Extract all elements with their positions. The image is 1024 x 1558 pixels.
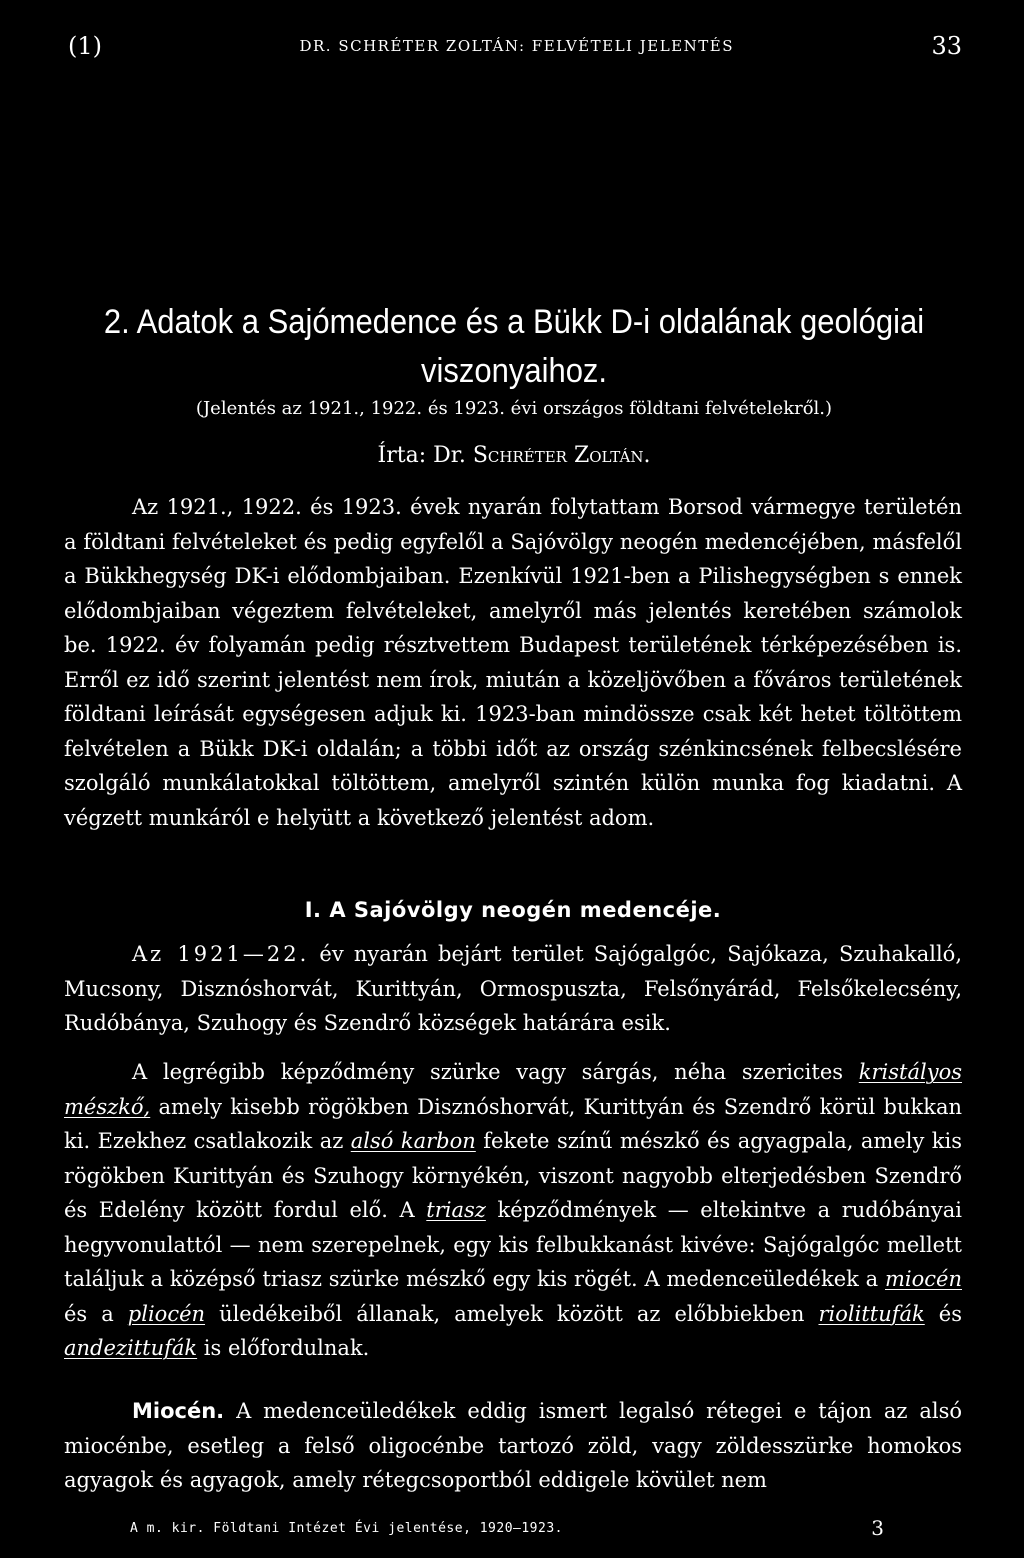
text-run: és a: [64, 1301, 128, 1326]
article-subtitle: (Jelentés az 1921., 1922. és 1923. évi országos földtani felvételekről.): [195, 398, 833, 419]
text-run: képződmények — eltekintve a rudóbányai hegyvonulattól — nem szerepelnek, egy kis felbukkanást kivéve: Sajógalgóc mellett találjuk a középső triasz szürke mészkő egy kis rögét. A medenceüledékek a: [64, 1198, 962, 1291]
body-paragraph: [64, 1394, 962, 1498]
report-number: (1): [68, 32, 102, 60]
text-run: üledékeiből állanak, amelyek között az előbbiekben: [205, 1301, 819, 1326]
author-prefix: Írta: Dr.: [377, 443, 466, 468]
emphasized-term: miocén: [885, 1267, 962, 1291]
emphasized-term: riolittufák: [818, 1301, 925, 1326]
paragraph-lead: Miocén.: [132, 1399, 225, 1423]
author-name: Schréter Zoltán.: [472, 443, 651, 468]
text-run: és: [924, 1301, 962, 1326]
text-run: A legrégibb képződmény szürke vagy sárgás, néha szericites: [132, 1060, 859, 1084]
paragraph-text: év nyarán bejárt terület Sajógalgóc, Sajókaza, Szuhakalló, Mucsony, Disznóshorvát, Kurittyán, Ormospuszta, Felsőnyárád, Felsőkelecsény, Rudóbánya, Szuhogy és Szendrő községek határára esik.: [64, 942, 962, 1035]
running-title: DR. SCHRÉTER ZOLTÁN: FELVÉTELI JELENTÉS: [299, 37, 734, 55]
body-paragraph: [64, 1055, 962, 1366]
emphasized-term: pliocén: [127, 1301, 206, 1326]
emphasized-term: alsó karbon: [350, 1129, 476, 1153]
paragraph-lead: Az 1921—22.: [132, 942, 310, 966]
text-run: fekete színű mészkő és agyagpala, amely kis rögökben Kurittyán és Szuhogy környékén, viszont nagyobb elterjedésben Szendrő és Edelény között fordul elő. A: [64, 1129, 962, 1222]
article-title: 2. Adatok a Sajómedence és a Bükk D-i oldalának geológiai viszonyaihoz.: [103, 301, 925, 390]
emphasized-term: kristályos mészkő,: [64, 1060, 962, 1119]
signature-number: 3: [871, 1516, 884, 1540]
text-run: amely kisebb rögökben Disznóshorvát, Kurittyán és Szendrő körül bukkan ki. Ezekhez csatlakozik az: [64, 1094, 962, 1153]
emphasized-term: triasz: [426, 1198, 486, 1222]
footer-publication: A m. kir. Földtani Intézet Évi jelentése, 1920—1923.: [130, 1520, 563, 1536]
page-number: 33: [931, 32, 962, 60]
text-run: is előfordulnak.: [197, 1336, 370, 1360]
section-heading: I. A Sajóvölgy neogén medencéje.: [304, 898, 722, 922]
author-line: [64, 443, 964, 468]
running-header: [68, 26, 962, 66]
body-paragraph: [64, 937, 962, 1041]
paragraph-text: A medenceüledékek eddig ismert legalsó rétegei e tájon az alsó miocénbe, esetleg a felső oligocénbe tartozó zöld, vagy zöldesszürke homokos agyagok és agyagok, amely rétegcsoportból eddigele kövület nem: [64, 1399, 962, 1492]
emphasized-term: andezittufák: [64, 1336, 198, 1360]
page-footer: [130, 1516, 884, 1540]
intro-paragraph: Az 1921., 1922. és 1923. évek nyarán folytattam Borsod vármegye területén a földtani felvételeket és pedig egyfelől a Sajóvölgy neogén medencéjében, másfelől a Bükkhegység DK-i elődombjaiban. Ezenkívül 1921-ben a Pilishegységben s ennek elődombjaiban végeztem felvételeket, amelyről más jelentés keretében számolok be. 1922. év folyamán pedig résztvettem Budapest területének térképezésében is. Erről ez idő szerint jelentést nem írok, miután a közeljövőben a főváros területének földtani leírását egységesen adjuk ki. 1923-ban mindössze csak két hetet töltöttem felvételen a Bükk DK-i oldalán; a többi időt az ország szénkincsének felbecslésére szolgáló munkálatokkal töltöttem, amelyről szintén külön munka fog kiadatni. A végzett munkáról e helyütt a következő jelentést adom.: [64, 495, 962, 830]
